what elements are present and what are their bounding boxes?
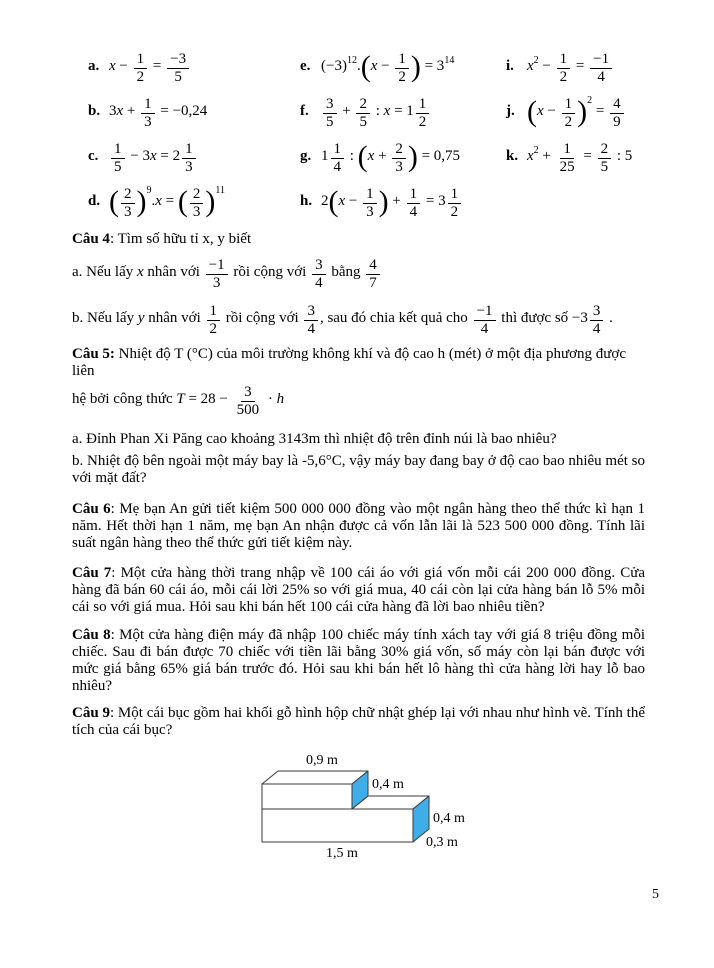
- q5-item-b: b. Nhiệt độ bên ngoài một máy bay là -5,6°C, vậy máy bay đang bay ở độ cao bao nhiêu mét so với mặt đất?: [72, 453, 645, 486]
- q8-text: : Một cửa hàng điện máy đã nhập 100 chiếc máy tính xách tay với giá 8 triệu đồng mỗi chiếc. Sau đi bán được 70 chiếc với tiền lãi bằng 30% giá vốn, số máy còn lại bán được với mức giá bằng 65% giá bán trước đó. Hỏi sau khi bán hết lô hàng thì cửa hàng lời hay lỗ bao nhiêu?: [72, 627, 645, 694]
- top-box-front-face: [262, 784, 352, 809]
- equation-item-g: [300, 139, 506, 174]
- equation-item-f: [300, 94, 506, 129]
- worksheet-page: [0, 44, 714, 865]
- q8-label: Câu 8: [72, 627, 111, 643]
- podium-figure-drawing: [250, 747, 480, 865]
- label-top-box-height: 0,4 m: [372, 777, 404, 792]
- equation-math: 2 ( x − $\frac{1}{3}$ ) + $\frac{1}{4}$ = 3 $\frac{1}{2}$: [321, 184, 463, 219]
- equation-letter: h.: [300, 193, 313, 209]
- q5-line1: Nhiệt độ T (°C) của môi trường không khí và độ cao h (mét) ở một địa phương được liên: [72, 346, 626, 379]
- q9-paragraph: [72, 705, 645, 739]
- q9-text: : Một cái bục gồm hai khối gỗ hình hộp chữ nhật ghép lại với nhau như hình vẽ. Tính thể tích của cái bục?: [72, 705, 645, 738]
- equation-math: $\frac{1}{5}$ − 3 x = 2 $\frac{1}{3}$: [109, 139, 198, 174]
- equation-math: 1 $\frac{1}{4}$ : ( x + $\frac{2}{3}$ ) = 0,75: [321, 140, 461, 175]
- equation-item-e: [300, 49, 506, 84]
- q8-paragraph: [72, 627, 645, 695]
- equation-letter: c.: [88, 148, 99, 164]
- q6-paragraph: [72, 501, 645, 552]
- q5-heading: [72, 346, 645, 380]
- equation-math: ( x − $\frac{1}{2}$ ) 2 = $\frac{4}{9}$: [527, 94, 626, 129]
- equation-item-h: [300, 184, 506, 219]
- equation-math: x 2 − $\frac{1}{2}$ = $\frac{-1}{4}$: [527, 49, 614, 84]
- page-number: 5: [652, 887, 659, 902]
- q7-label: Câu 7: [72, 565, 112, 581]
- equation-letter: k.: [506, 148, 519, 164]
- q4-heading: [72, 231, 645, 248]
- equation-letter: f.: [300, 103, 309, 119]
- equation-item-c: [88, 139, 300, 174]
- equation-item-j: [506, 94, 661, 129]
- equation-item-d: [88, 184, 300, 219]
- q5-formula: hệ bởi công thức T = 28 − $\frac{3}{500}$ · h: [72, 383, 285, 418]
- equation-letter: a.: [88, 58, 100, 74]
- equation-letter: d.: [88, 193, 101, 209]
- q6-text: : Mẹ bạn An gửi tiết kiệm 500 000 000 đồng vào một ngân hàng theo thể thức kì hạn 1 năm. Hết thời hạn 1 năm, mẹ bạn An nhận được cả vốn lẫn lãi là 523 500 000 đồng. Tính lãi suất ngân hàng theo thể thức gửi tiết kiệm này.: [72, 501, 645, 551]
- q7-paragraph: [72, 565, 645, 616]
- q5-label: Câu 5:: [72, 346, 115, 362]
- q7-text: : Một cửa hàng thời trang nhập về 100 cái áo với giá vốn mỗi cái 200 000 đồng. Cửa hàng đã bán 60 cái áo, mỗi cái lời 25% so với giá mua, 40 cái còn lại cửa hàng bán lỗ 5% mỗi cái so với giá mua. Hỏi sau khi bán hết 100 cái cửa hàng đã lời bao nhiêu tiền?: [72, 565, 645, 615]
- podium-figure: [250, 747, 480, 865]
- equation-item-a: [88, 49, 300, 84]
- bottom-box-front-face: [262, 809, 413, 842]
- equation-math: ( $\frac{2}{3}$ ) 9 . x = ( $\frac{2}{3}$ ) 11: [109, 185, 226, 220]
- q4-label: Câu 4: [72, 231, 110, 247]
- equation-letter: g.: [300, 148, 312, 164]
- equation-math: (−3) 12 . ( x − $\frac{1}{2}$ ) = 3 14: [321, 50, 455, 85]
- equation-letter: j.: [506, 103, 515, 119]
- label-depth: 0,3 m: [426, 835, 458, 850]
- q6-label: Câu 6: [72, 501, 111, 517]
- equation-item-i: [506, 49, 661, 84]
- label-top-width: 0,9 m: [306, 753, 338, 768]
- q9-label: Câu 9: [72, 705, 110, 721]
- label-bottom-box-height: 0,4 m: [433, 811, 465, 826]
- top-box-top-face: [262, 771, 368, 784]
- label-bottom-width: 1,5 m: [326, 846, 358, 861]
- q4-item-a: a. Nếu lấy x nhân với $\frac{-1}{3}$ rồi cộng với $\frac{3}{4}$ bằng $\frac{4}{7}$: [72, 253, 645, 291]
- equation-math: $\frac{3}{5}$ + $\frac{2}{5}$ : x = 1 $\frac{1}{2}$: [321, 94, 431, 129]
- equation-letter: i.: [506, 58, 514, 74]
- equation-letter: b.: [88, 103, 101, 119]
- q5-item-a: a. Đỉnh Phan Xi Păng cao khoảng 3143m thì nhiệt độ trên đỉnh núi là bao nhiêu?: [72, 431, 557, 447]
- q4-item-b: b. Nếu lấy y nhân với $\frac{1}{2}$ rồi cộng với $\frac{3}{4}$ , sau đó chia kết quả cho $\frac{-1}{4}$ thì được số −3 $\frac{3}{4}$ .: [72, 302, 613, 337]
- q4-heading-text: : Tìm số hữu tỉ x, y biết: [109, 231, 252, 247]
- equation-item-b: [88, 94, 300, 129]
- equation-grid: [88, 44, 645, 224]
- equation-letter: e.: [300, 58, 311, 74]
- equation-math: 3 x + $\frac{1}{3}$ = −0,24: [109, 96, 208, 130]
- equation-math: x 2 + $\frac{1}{25}$ = $\frac{2}{5}$ : 5: [527, 141, 633, 175]
- equation-math: x − $\frac{1}{2}$ = $\frac{-3}{5}$: [109, 49, 191, 84]
- equation-item-k: [506, 139, 661, 174]
